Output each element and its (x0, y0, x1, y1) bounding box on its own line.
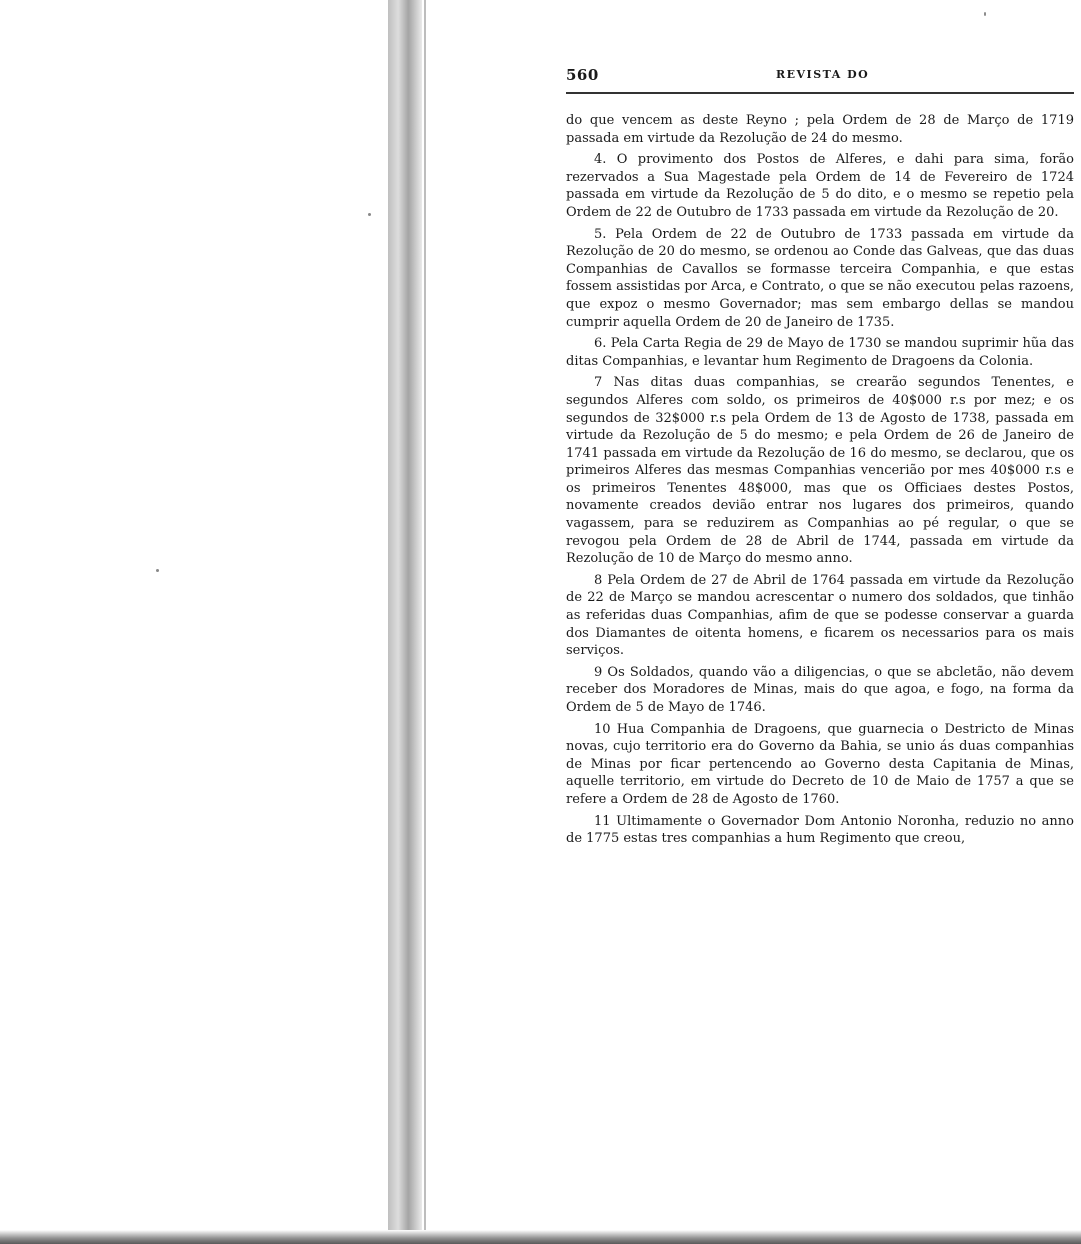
paragraph-5: 5. Pela Ordem de 22 de Outubro de 1733 passada em virtude da Rezolução de 20 do mesmo, se ordenou ao Conde das Galveas, que das duas Companhias de Cavallos se formasse terceira Companhia, e que estas fossem assistidas por Arca, e Contrato, o que se não executou pelas razoens, que expoz o mesmo Governador; mas sem embargo dellas se mandou cumprir aquella Ordem de 20 de Janeiro de 1735. (566, 226, 1074, 330)
page-bottom-edge (0, 1230, 1081, 1244)
paragraph-6: 6. Pela Carta Regia de 29 de Mayo de 1730 se mandou suprimir hũa das ditas Companhias, e levantar hum Regimento de Dragoens da Colonia. (566, 336, 1074, 369)
paragraph-8: 8 Pela Ordem de 27 de Abril de 1764 passada em virtude da Rezolução de 22 de Março se mandou acrescentar o numero dos soldados, que tinhão as referidas duas Companhias, afim de que se podesse conservar a guarda dos Diamantes de oitenta homens, e ficarem os necessarios para os mais serviços. (566, 572, 1074, 659)
gutter-line (424, 0, 426, 1244)
paper-speck (984, 12, 986, 16)
page-header (566, 66, 1074, 90)
page-number: 560 (566, 66, 599, 84)
paragraph-4: 4. O provimento dos Postos de Alferes, e dahi para sima, forão rezervados a Sua Magestade pela Ordem de 14 de Fevereiro de 1724 passada em virtude da Rezolução de 5 do dito, e o mesmo se repetio pela Ordem de 22 de Outubro de 1733 passada em virtude da Rezolução de 20. (566, 152, 1074, 220)
paragraph-10: 10 Hua Companhia de Dragoens, que guarnecia o Destricto de Minas novas, cujo territorio era do Governo da Bahia, se unio ás duas companhias de Minas por ficar pertencendo ao Governo desta Capitania de Minas, aquelle territorio, em virtude do Decreto de 10 de Maio de 1757 a que se refere a Ordem de 28 de Agosto de 1760. (566, 721, 1074, 807)
page-body (566, 112, 1074, 852)
paragraph-7: 7 Nas ditas duas companhias, se crearão segundos Tenentes, e segundos Alferes com soldo, os primeiros de 40$000 r.s por mez; e os segundos de 32$000 r.s pela Ordem de 13 de Agosto de 1738, passada em virtude da Rezolução de 5 do mesmo; e pela Ordem de 26 de Janeiro de 1741 passada em virtude da Rezolução de 16 do mesmo, se declarou, que os primeiros Alferes das mesmas Companhias vencerião por mes 40$000 r.s e os primeiros Tenentes 48$000, mas que os Officiaes destes Postos, novamente creados devião entrar nos lugares dos primeiros, quando vagassem, para se reduzirem as Companhias ao pé regular, o que se revogou pela Ordem de 28 de Abril de 1744, passada em virtude da Rezolução de 10 de Março do mesmo anno. (566, 375, 1074, 567)
paper-speck (368, 213, 371, 216)
header-rule (566, 92, 1074, 94)
book-gutter-shadow (388, 0, 422, 1244)
running-head: REVISTA DO (776, 68, 870, 81)
paragraph-continuation: do que vencem as deste Reyno ; pela Ordem de 28 de Março de 1719 passada em virtude da Rezolução de 24 do mesmo. (566, 113, 1074, 146)
paragraph-9: 9 Os Soldados, quando vão a diligencias, o que se abcletão, não devem receber dos Moradores de Minas, mais do que agoa, e fogo, na forma da Ordem de 5 de Mayo de 1746. (566, 664, 1074, 715)
paragraph-11: 11 Ultimamente o Governador Dom Antonio Noronha, reduzio no anno de 1775 estas tres companhias a hum Regimento que creou, (566, 813, 1074, 847)
paper-speck (156, 569, 159, 572)
